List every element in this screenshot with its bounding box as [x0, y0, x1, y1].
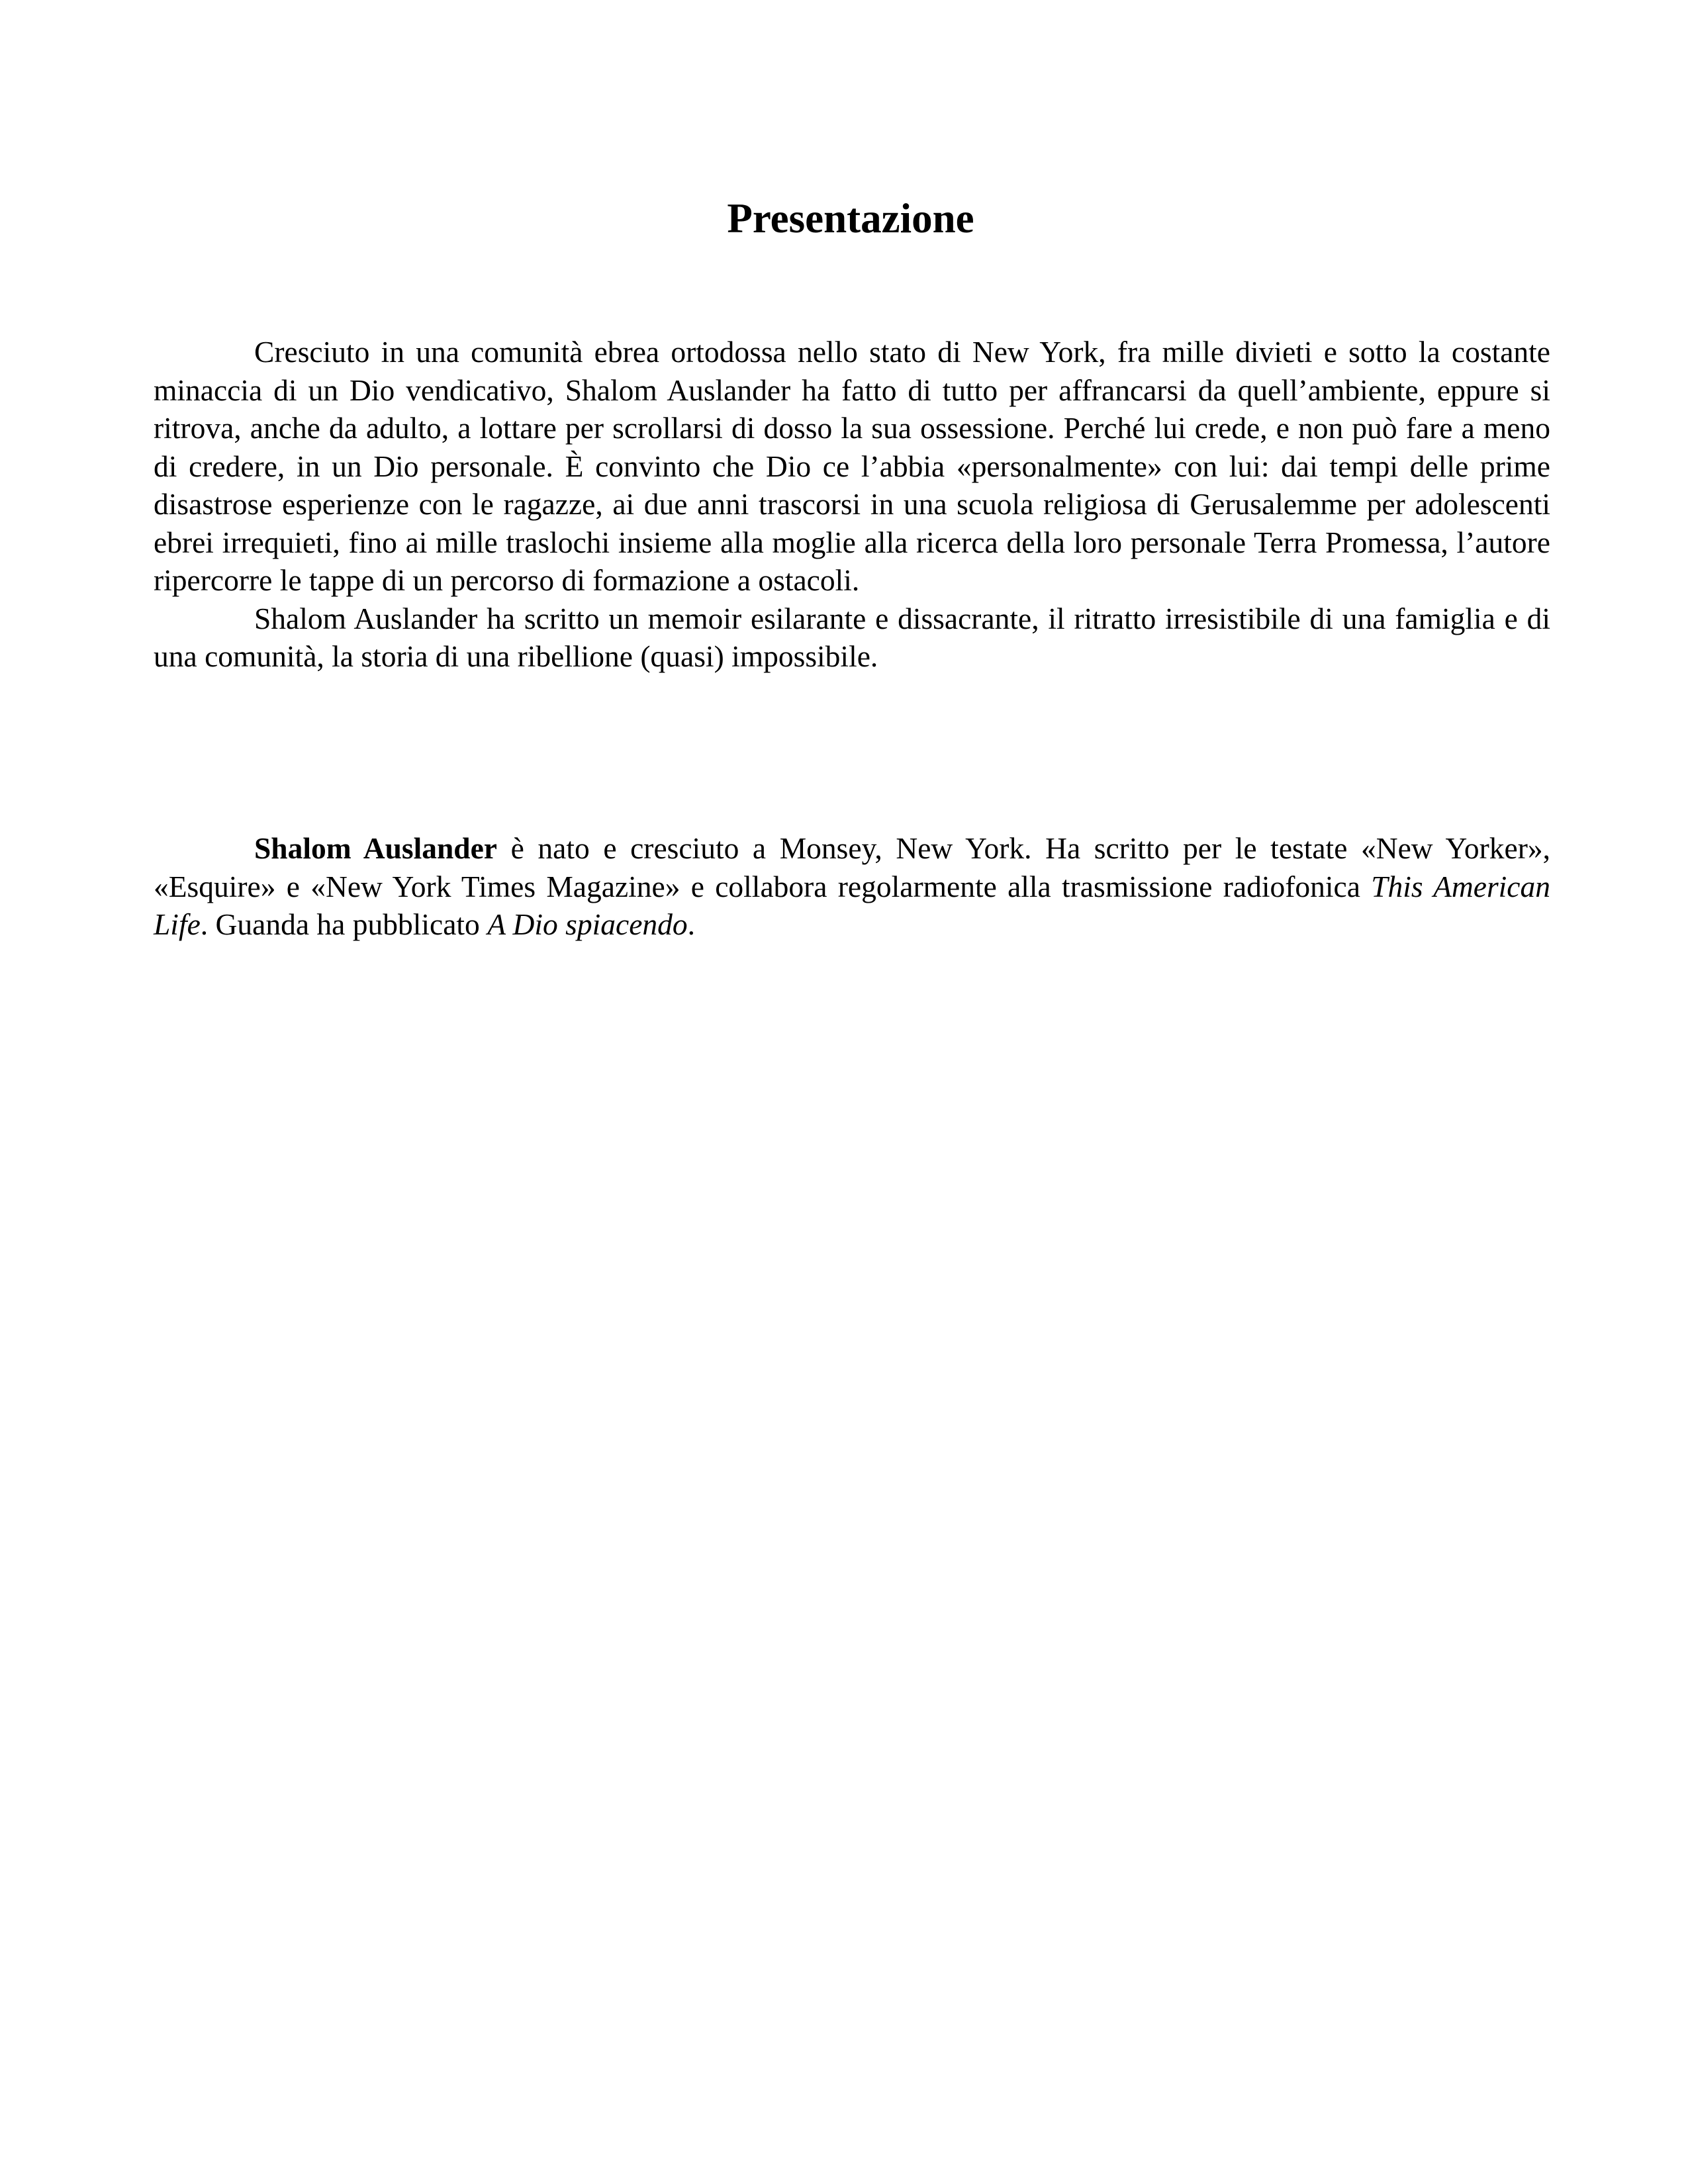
- page-title: Presentazione: [727, 195, 974, 242]
- document-page: [154, 0, 1548, 2184]
- author-bio-section: [154, 829, 1550, 944]
- radio-show-title: This American Life: [154, 869, 1550, 941]
- author-name: Shalom Auslander: [254, 831, 497, 865]
- author-bio-text-2: . Guanda ha pubblicato: [200, 907, 488, 941]
- presentation-paragraph-2: Shalom Auslander ha scritto un memoir esilarante e dissacrante, il ritratto irresistibile di una famiglia e di una comunità, la storia di una ribellione (quasi) impossibile.: [154, 601, 1550, 673]
- presentation-paragraph-1: Cresciuto in una comunità ebrea ortodossa nello stato di New York, fra mille divieti e sotto la costante minaccia di un Dio vendicativo, Shalom Auslander ha fatto di tutto per affrancarsi da quell’ambiente, eppure si ritrova, anche da adulto, a lottare per scrollarsi di dosso la sua ossessione. Perché lui crede, e non può fare a meno di credere, in un Dio personale. È convinto che Dio ce l’abbia «personalmente» con lui: dai tempi delle prime disastrose esperienze con le ragazze, ai due anni trascorsi in una scuola religiosa di Gerusalemme per adolescenti ebrei irrequieti, fino ai mille traslochi insieme alla moglie alla ricerca della loro personale Terra Promessa, l’autore ripercorre le tappe di un percorso di formazione a ostacoli.: [154, 335, 1550, 597]
- author-bio-text-1: è nato e cresciuto a Monsey, New York. Ha scritto per le testate «New Yorker», «Esquire» e «New York Times Magazine» e collabora regolarmente alla trasmissione radiofonica: [154, 831, 1550, 903]
- author-bio-paragraph: [154, 829, 1550, 944]
- presentation-section: [154, 333, 1550, 676]
- book-title: A Dio spiacendo: [487, 907, 688, 941]
- author-bio-text-3: .: [687, 907, 696, 941]
